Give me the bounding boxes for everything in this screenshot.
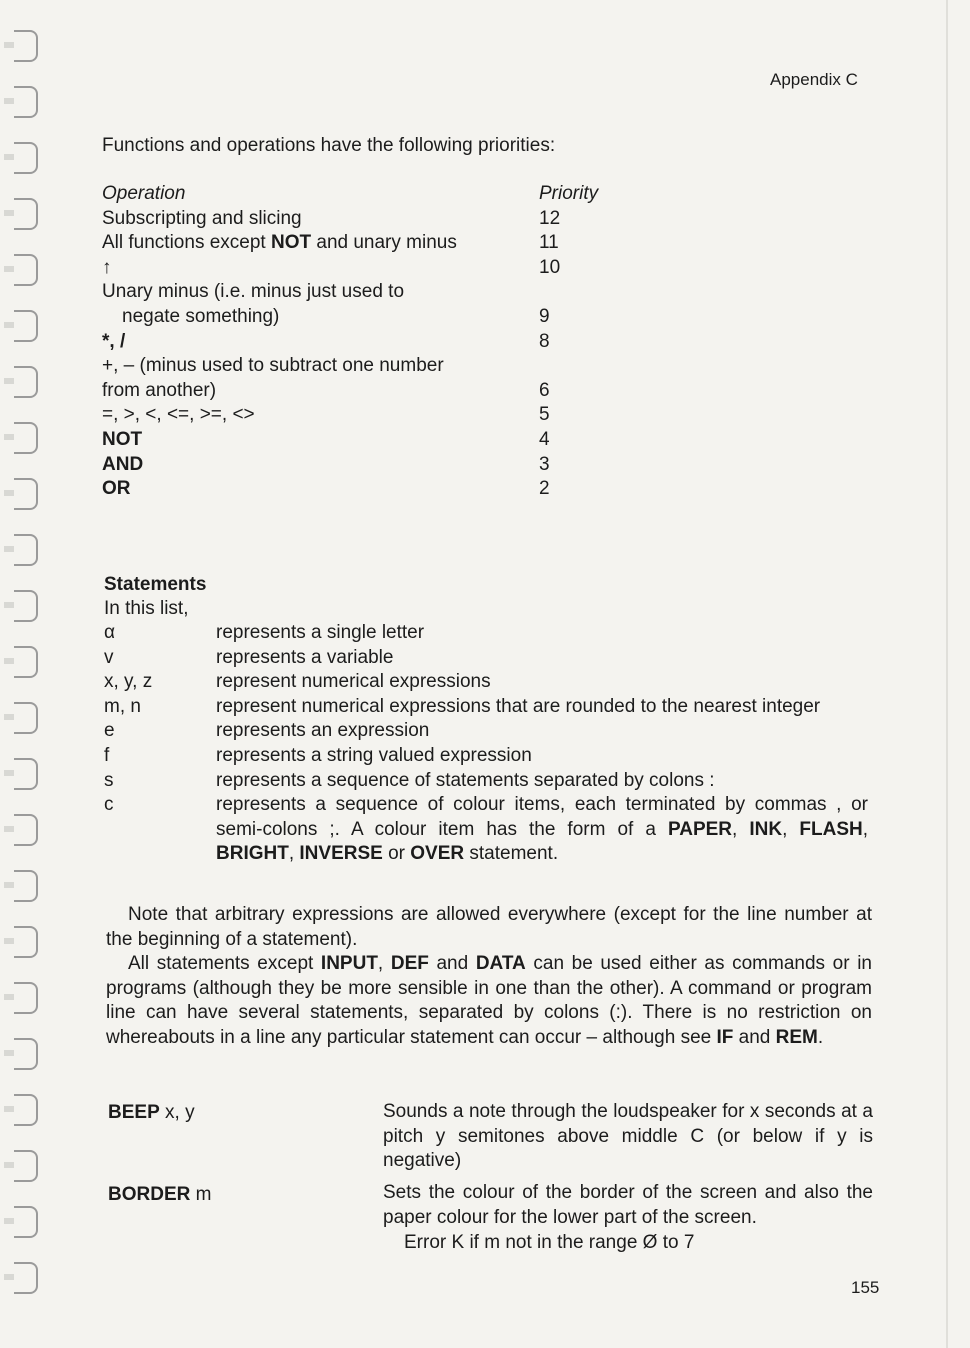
binding-ring: [14, 30, 38, 62]
page-edge: [946, 0, 948, 1348]
keyword-bright: BRIGHT: [216, 843, 289, 865]
symbol: v: [104, 646, 114, 668]
table-row: [102, 256, 622, 281]
para-text: .: [817, 1026, 824, 1048]
operation-cell-comparisons: =, >, <, <=, >=, <>: [102, 404, 255, 426]
binding-ring: [14, 814, 38, 846]
symbol-description: represents a sequence of statements separated by colons :: [216, 769, 715, 791]
binding-ring: [14, 1038, 38, 1070]
symbol-description: represent numerical expressions: [216, 671, 491, 693]
binding-ring: [14, 534, 38, 566]
operation-text: All functions except: [102, 232, 271, 254]
table-row: [102, 477, 622, 502]
operation-cell: Subscripting and slicing: [102, 207, 302, 229]
binding-ring: [14, 702, 38, 734]
priority-cell: 3: [539, 453, 550, 475]
priorities-intro: Functions and operations have the following priorities:: [102, 135, 556, 156]
operation-cell-or: OR: [102, 478, 131, 500]
entry-args: m: [190, 1184, 212, 1205]
list-item: [104, 793, 884, 867]
operation-cell-not: NOT: [102, 428, 143, 450]
binding-ring: [14, 982, 38, 1014]
table-row: [102, 305, 622, 330]
table-header-row: [102, 182, 622, 207]
binding-ring: [14, 646, 38, 678]
symbol: s: [104, 769, 114, 791]
beep-description: Sounds a note through the loudspeaker for x seconds at a pitch y semitones above middle C (or below if y is negative): [383, 1101, 873, 1172]
para-text: and: [428, 953, 476, 974]
binding-ring: [14, 1094, 38, 1126]
symbol: x, y, z: [104, 671, 153, 693]
symbol-description: [216, 793, 868, 867]
statements-heading: Statements: [104, 574, 207, 595]
column-header-operation: Operation: [102, 183, 186, 204]
symbol-description: represents a variable: [216, 646, 394, 668]
keyword-data: DATA: [475, 953, 526, 974]
priority-cell: 9: [539, 305, 550, 327]
priority-table: [102, 182, 622, 502]
statements-intro: In this list,: [104, 598, 189, 619]
operation-cell-multiply-divide: *, /: [102, 330, 126, 352]
keyword-input: INPUT: [320, 953, 378, 974]
priority-cell: 5: [539, 404, 550, 426]
para-text: and: [733, 1026, 776, 1048]
statements-paragraph: [106, 952, 872, 1050]
keyword-paper: PAPER: [667, 818, 733, 840]
binding-ring: [14, 478, 38, 510]
table-row: [102, 330, 622, 355]
keyword-rem: REM: [775, 1026, 818, 1048]
desc-text: represents a sequence of colour items, each terminated by commas , or semi-colons ;. A colour item has the form of a: [216, 794, 868, 840]
keyword-flash: FLASH: [799, 818, 863, 840]
binding-ring: [14, 366, 38, 398]
binding-ring: [14, 198, 38, 230]
desc-text: statement.: [464, 843, 559, 865]
table-row: [102, 453, 622, 478]
binding-ring: [14, 1206, 38, 1238]
list-item: [104, 719, 884, 744]
operation-cell: Unary minus (i.e. minus just used to: [102, 281, 405, 303]
keyword-not: NOT: [270, 232, 312, 254]
desc-text: or: [382, 843, 411, 865]
statement-entry-border: [108, 1183, 211, 1208]
priority-cell: 10: [539, 256, 561, 278]
table-row: [102, 403, 622, 428]
page-number: 155: [851, 1278, 880, 1297]
note-paragraph: Note that arbitrary expressions are allowed everywhere (except for the line number at the beginning of a statement).: [106, 904, 872, 950]
symbol: m, n: [104, 695, 141, 717]
binding-ring: [14, 926, 38, 958]
binding-ring: [14, 1150, 38, 1182]
binding-ring: [14, 86, 38, 118]
border-description: Sets the colour of the border of the screen and also the paper colour for the lower part of the screen.: [383, 1182, 873, 1228]
symbol-description: represent numerical expressions that are rounded to the nearest integer: [216, 695, 821, 717]
list-item: [104, 646, 884, 671]
entry-args: x, y: [159, 1102, 195, 1123]
keyword-inverse: INVERSE: [299, 843, 383, 865]
running-header: Appendix C: [770, 70, 858, 89]
table-row: [102, 207, 622, 232]
operation-cell: [102, 231, 457, 256]
table-row: [102, 379, 622, 404]
keyword-ink: INK: [749, 818, 783, 840]
table-row: [102, 280, 622, 305]
statement-entry-beep: [108, 1101, 195, 1126]
priority-cell: 12: [539, 207, 561, 229]
border-error: Error K if m not in the range Ø to 7: [404, 1232, 695, 1253]
list-item: [104, 695, 884, 720]
binding-ring: [14, 590, 38, 622]
symbol-list: [104, 621, 884, 867]
keyword-def: DEF: [390, 953, 429, 974]
symbol: e: [104, 720, 115, 742]
symbol-description: represents a string valued expression: [216, 744, 532, 766]
operation-cell: negate something): [122, 305, 280, 327]
priority-cell: 11: [539, 232, 559, 254]
binding-ring: [14, 142, 38, 174]
desc-text: ,: [288, 843, 300, 865]
symbol: α: [104, 622, 115, 643]
para-text: All statements except: [128, 953, 321, 974]
table-row: [102, 354, 622, 379]
symbol: c: [104, 794, 114, 816]
para-text: ,: [377, 953, 391, 974]
spiral-binding: [6, 20, 46, 1320]
binding-ring: [14, 310, 38, 342]
desc-text: ,: [732, 818, 750, 840]
desc-text: ,: [862, 818, 869, 840]
priority-cell: 2: [539, 478, 550, 500]
column-header-priority: Priority: [539, 183, 599, 204]
priority-cell: 8: [539, 330, 550, 352]
keyword-over: OVER: [410, 843, 465, 865]
operation-cell: +, – (minus used to subtract one number: [102, 355, 444, 377]
symbol: f: [104, 744, 110, 766]
binding-ring: [14, 758, 38, 790]
table-row: [102, 231, 622, 256]
list-item: [104, 769, 884, 794]
operation-cell-power: ↑: [102, 256, 112, 278]
priority-cell: 4: [539, 428, 550, 450]
keyword-beep: BEEP: [108, 1102, 160, 1123]
binding-ring: [14, 422, 38, 454]
list-item: [104, 670, 884, 695]
symbol-description: represents an expression: [216, 720, 430, 742]
list-item: [104, 744, 884, 769]
keyword-border: BORDER: [108, 1184, 191, 1205]
priority-cell: 6: [539, 379, 550, 401]
table-row: [102, 428, 622, 453]
keyword-if: IF: [716, 1026, 734, 1048]
binding-ring: [14, 254, 38, 286]
list-item: [104, 621, 884, 646]
operation-text: and unary minus: [311, 232, 457, 254]
para-text: can be used either as commands or in programs (although they be more sensible in one than the other). A command or program line can have several statements, separated by colons (:). There is no restriction on whereabouts in a line any particular statement can occur – although see: [106, 953, 872, 1048]
desc-text: ,: [782, 818, 800, 840]
binding-ring: [14, 1262, 38, 1294]
binding-ring: [14, 870, 38, 902]
operation-cell: from another): [102, 379, 217, 401]
operation-cell-and: AND: [102, 453, 144, 475]
symbol-description: represents a single letter: [216, 622, 425, 643]
